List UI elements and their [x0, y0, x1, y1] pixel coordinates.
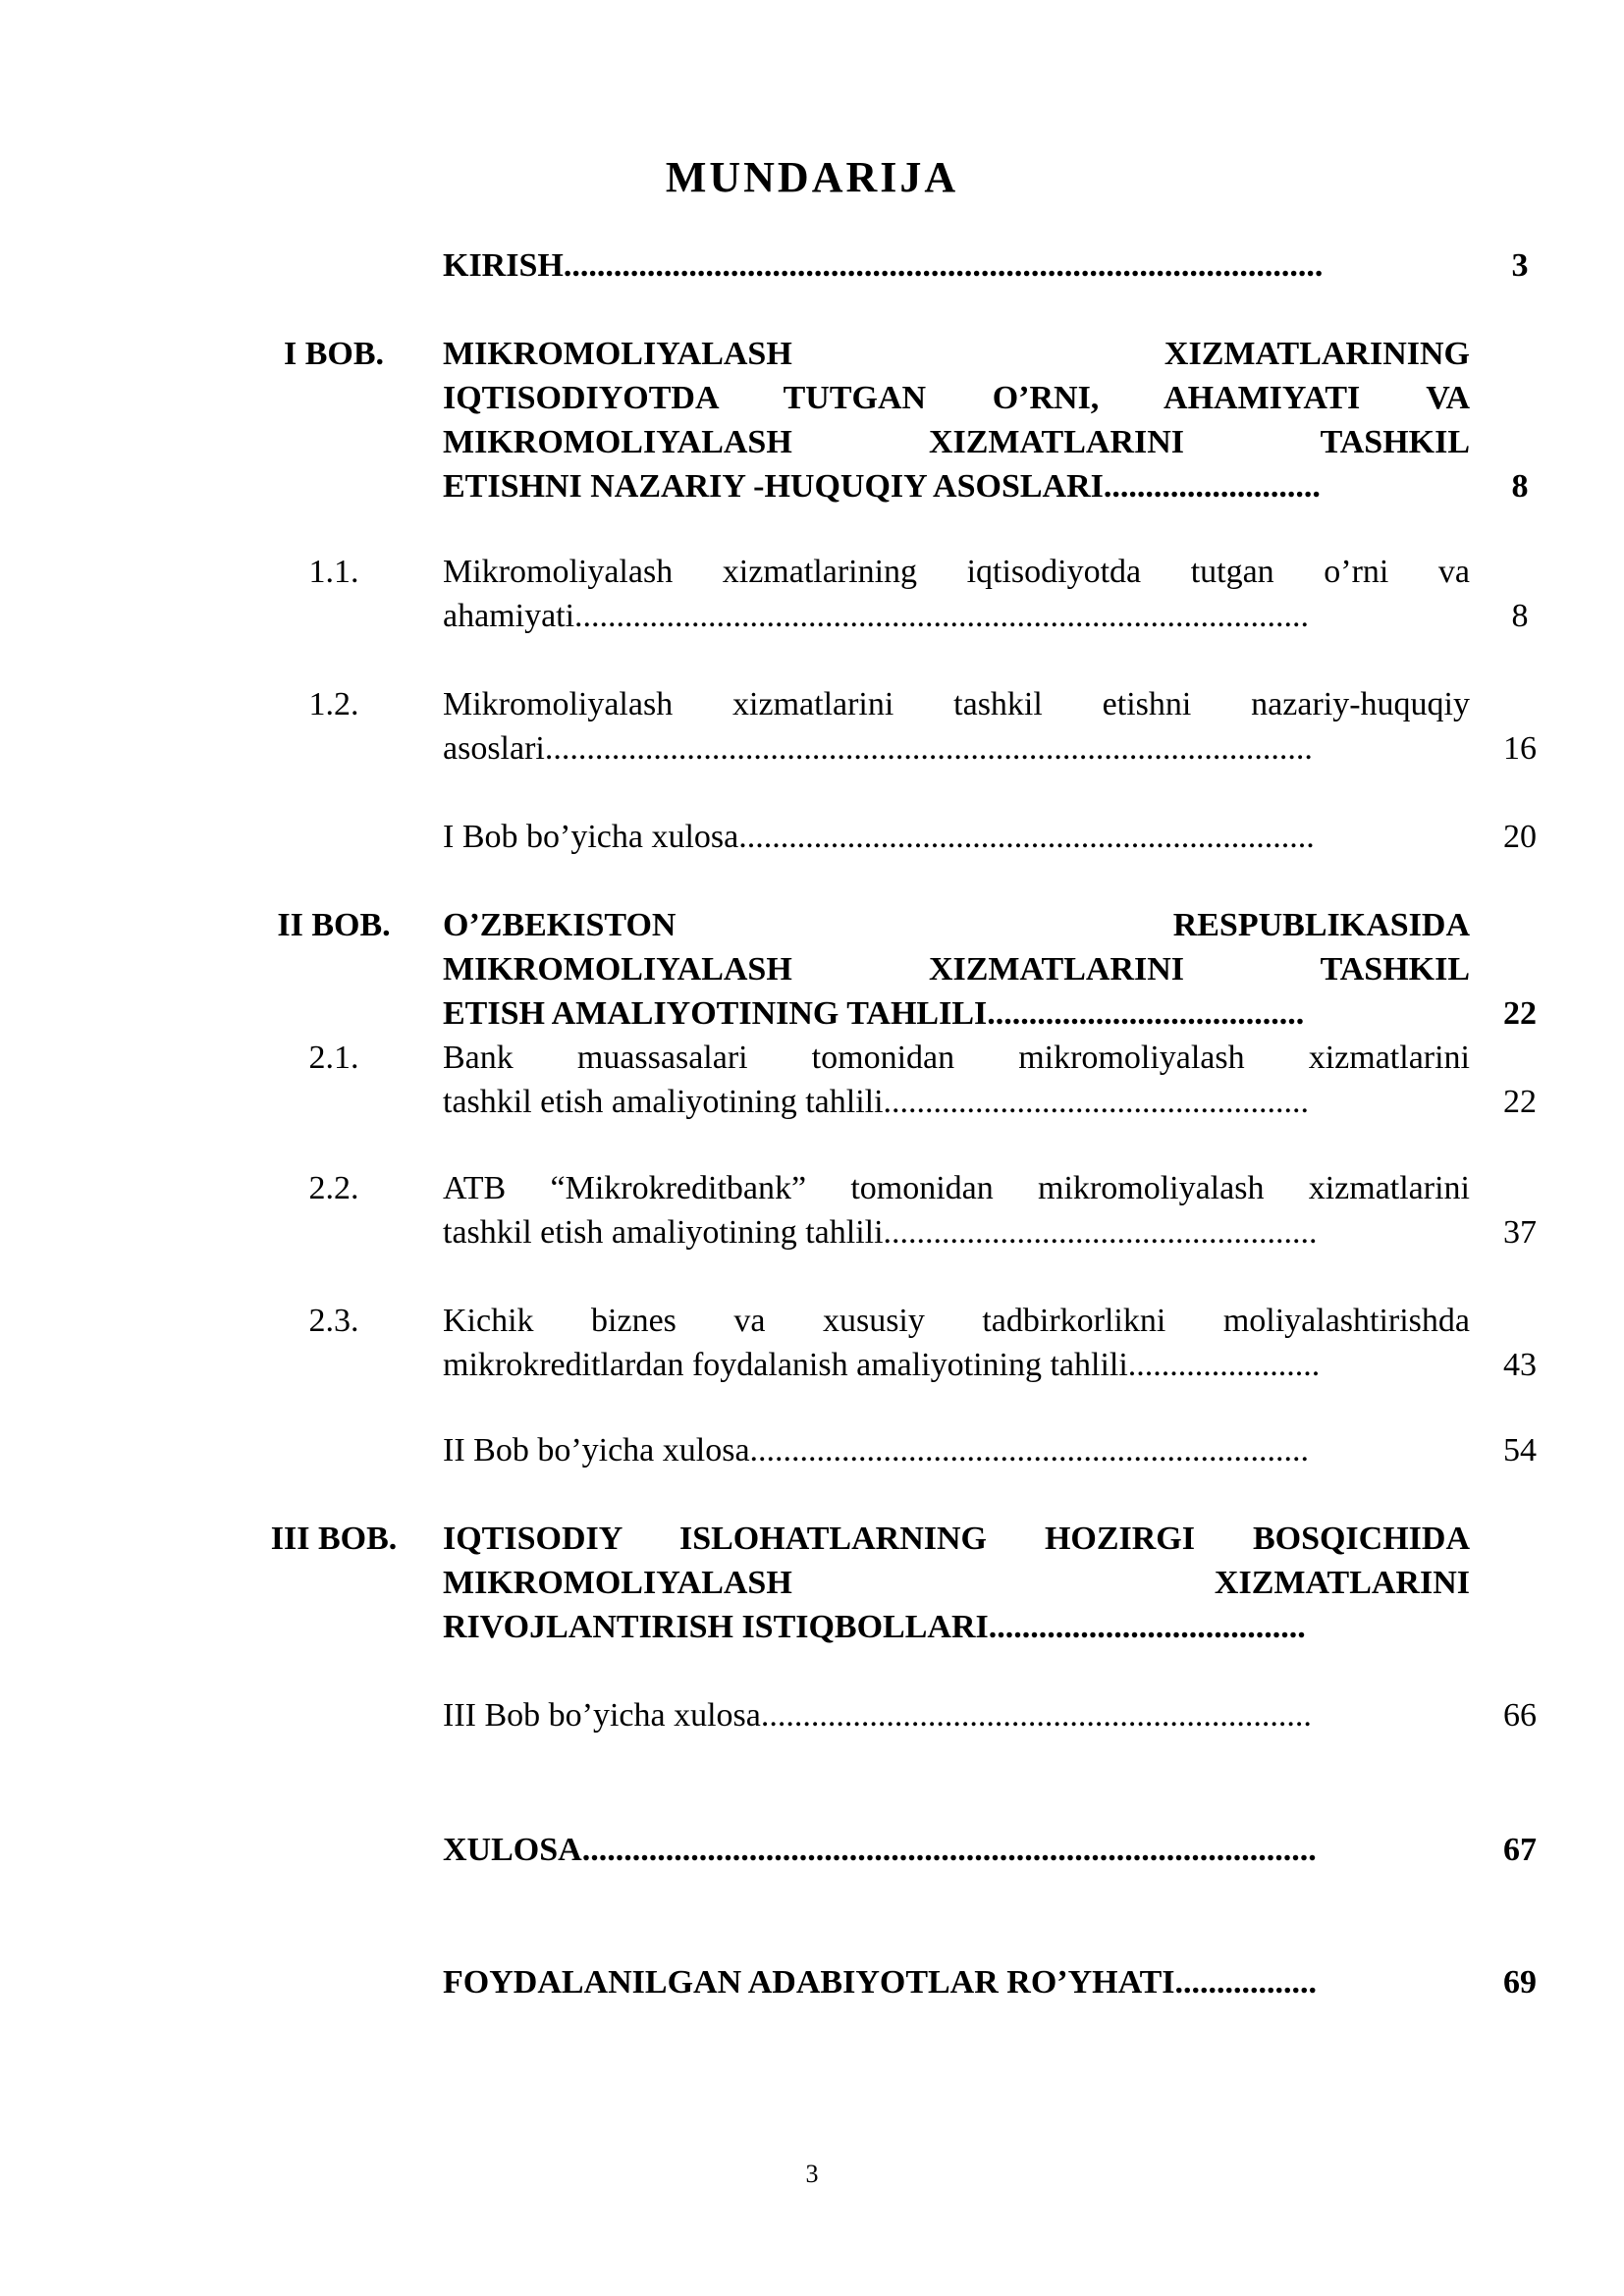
toc-entry-title-line: ETISHNI NAZARIY -HUQUQIY ASOSLARI.......................... [443, 468, 1321, 505]
toc-entry-label: III BOB. [270, 1521, 398, 1557]
toc-entry-title-line: III Bob bo’yicha xulosa.................................................................. [443, 1697, 1312, 1734]
toc-entry-title [443, 1428, 1470, 1472]
toc-entry-title-line: Mikromoliyalash xizmatlarini tashkil etishni nazariy-huquqiy [443, 686, 1470, 722]
toc-entry-title-line: I Bob bo’yicha xulosa..................................................................... [443, 819, 1315, 855]
toc-entry-page-number: 54 [1503, 1432, 1537, 1468]
toc-entry-page-number: 22 [1503, 995, 1537, 1032]
toc-entry-title [443, 1960, 1470, 2004]
toc-entry-title-line: II Bob bo’yicha xulosa................................................................... [443, 1432, 1310, 1468]
toc-entry-title-line: ETISH AMALIYOTINING TAHLILI...................................... [443, 995, 1305, 1032]
toc-entry-page-number: 8 [1511, 598, 1529, 634]
toc-entry-title [443, 1166, 1470, 1255]
toc-entry-title-line: ATB “Mikrokreditbank” tomonidan mikromoliyalash xizmatlarini [443, 1170, 1470, 1206]
toc-entry-title-line: MIKROMOLIYALASH XIZMATLARINI TASHKIL [443, 951, 1470, 988]
toc-entry-title-line: MIKROMOLIYALASH XIZMATLARINI [443, 1565, 1470, 1601]
toc-entry-label: 1.1. [308, 554, 359, 590]
toc-entry-title-line: Bank muassasalari tomonidan mikromoliyalash xizmatlarini [443, 1040, 1470, 1076]
toc-entry-title [443, 1693, 1470, 1737]
toc-entry-label: 2.2. [308, 1170, 359, 1206]
toc-entry-title-line: KIRISH........................................................................................... [443, 247, 1324, 284]
toc-entry-label: 1.2. [308, 686, 359, 722]
toc-entry-page-number: 22 [1503, 1084, 1537, 1120]
toc-entry-title [443, 550, 1470, 638]
toc-entry-title-line: XULOSA........................................................................................ [443, 1832, 1317, 1868]
toc-entry-label: 2.1. [308, 1040, 359, 1076]
toc-entry-title-line: Mikromoliyalash xizmatlarining iqtisodiyotda tutgan o’rni va [443, 554, 1470, 590]
toc-entry-title-line: MIKROMOLIYALASH XIZMATLARINI TASHKIL [443, 424, 1470, 460]
toc-entry-title-line: MIKROMOLIYALASH XIZMATLARINING [443, 336, 1470, 372]
toc-entry-title-line: O’ZBEKISTON RESPUBLIKASIDA [443, 907, 1470, 943]
toc-entry-label: II BOB. [277, 907, 391, 943]
toc-entry-title-line: Kichik biznes va xususiy tadbirkorlikni moliyalashtirishda [443, 1303, 1470, 1339]
toc-entry-title-line: ahamiyati........................................................................................ [443, 598, 1310, 634]
toc-entry-label: I BOB. [283, 336, 385, 372]
toc-entry-page-number: 16 [1503, 730, 1537, 767]
toc-entry-title-line: IQTISODIY ISLOHATLARNING HOZIRGI BOSQICHIDA [443, 1521, 1470, 1557]
toc-entry-page-number: 8 [1511, 468, 1529, 505]
toc-entry-page-number: 69 [1503, 1964, 1537, 2001]
toc-entry-page-number: 43 [1503, 1347, 1537, 1383]
toc-entry-page-number: 67 [1503, 1832, 1537, 1868]
toc-entry-page-number: 37 [1503, 1214, 1537, 1251]
footer-page-number: 3 [805, 2160, 819, 2188]
toc-entry-title-line: FOYDALANILGAN ADABIYOTLAR RO’YHATI................. [443, 1964, 1318, 2001]
toc-entry-title-line: tashkil etish amaliyotining tahlili................................................... [443, 1084, 1310, 1120]
toc-entry-title [443, 1517, 1470, 1649]
toc-entry-title [443, 243, 1470, 288]
toc-entry-title [443, 1828, 1470, 1872]
toc-entry-title-line: RIVOJLANTIRISH ISTIQBOLLARI...................................... [443, 1609, 1306, 1645]
toc-entry-title [443, 1036, 1470, 1124]
toc-entry-page-number: 20 [1503, 819, 1537, 855]
toc-entry-title [443, 815, 1470, 859]
page-title: MUNDARIJA [665, 153, 959, 201]
toc-entry-title [443, 332, 1470, 508]
toc-entry-title [443, 1299, 1470, 1387]
toc-entry-title-line: asoslari............................................................................................ [443, 730, 1313, 767]
toc-entry-page-number: 66 [1503, 1697, 1537, 1734]
toc-entry-title-line: tashkil etish amaliyotining tahlili.................................................... [443, 1214, 1318, 1251]
toc-entry-title-line: IQTISODIYOTDA TUTGAN O’RNI, AHAMIYATI VA [443, 380, 1470, 416]
toc-entry-title [443, 903, 1470, 1036]
toc-entry-title-line: mikrokreditlardan foydalanish amaliyotining tahlili....................... [443, 1347, 1321, 1383]
toc-entry-label: 2.3. [308, 1303, 359, 1339]
toc-entry-title [443, 682, 1470, 771]
toc-entry-page-number: 3 [1511, 247, 1529, 284]
